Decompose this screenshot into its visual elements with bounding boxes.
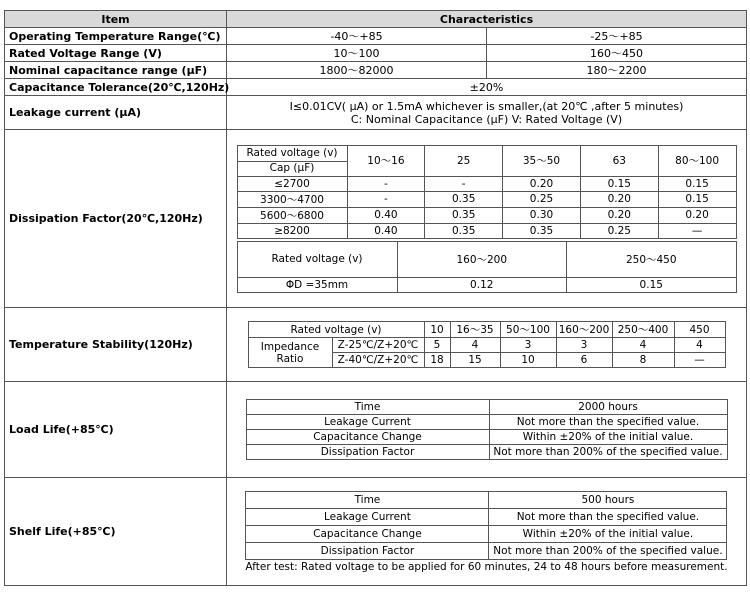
ts-value: 10 (500, 353, 556, 368)
ts-impedance-label: Impedance (260, 340, 320, 353)
df-hv-col: 250～450 (567, 241, 737, 277)
df-corner (237, 145, 347, 176)
df-hv-table (237, 241, 737, 293)
op-temp-high-voltage: -25～+85 (487, 28, 747, 45)
df-hv-header: Rated voltage (v) (237, 241, 397, 277)
shelf-life-key: Dissipation Factor (246, 542, 489, 559)
shelf-life-key: Leakage Current (246, 508, 489, 525)
load-life-table (246, 399, 728, 460)
ts-value: 5 (424, 338, 450, 353)
df-hv-header-row (237, 241, 736, 277)
ts-col-header: 16～35 (450, 322, 500, 338)
temp-stability-cell (227, 308, 747, 382)
load-life-cell (227, 382, 747, 478)
df-value: 0.35 (425, 207, 503, 223)
ts-col-header: 10 (424, 322, 450, 338)
ts-value: — (674, 353, 725, 368)
df-value: 0.35 (425, 223, 503, 238)
df-cell (227, 130, 747, 308)
df-hv-row (237, 277, 736, 292)
df-table (237, 145, 737, 239)
nominal-cap-label: Nominal capacitance range (μF) (5, 62, 227, 79)
spec-sheet (4, 10, 747, 586)
cap-tolerance-row (5, 79, 747, 96)
ts-header-row (248, 322, 725, 338)
df-data-row (237, 176, 736, 191)
header-row (5, 11, 747, 28)
df-value: 0.40 (347, 207, 425, 223)
load-life-value: Not more than 200% of the specified value. (489, 445, 727, 460)
ts-col-header: 50～100 (500, 322, 556, 338)
df-hv-col: 160～200 (397, 241, 567, 277)
df-col-header: 10～16 (347, 145, 425, 176)
df-value: 0.25 (503, 191, 581, 207)
leakage-formula: I≤0.01CV( μA) or 1.5mA whichever is smaller,(at 20℃ ,after 5 minutes) (289, 99, 684, 113)
temp-stability-table (248, 321, 726, 368)
ts-value: 18 (424, 353, 450, 368)
shelf-life-cell (227, 478, 747, 586)
rated-voltage-high: 160～450 (487, 45, 747, 62)
shelf-life-value: Within ±20% of the initial value. (489, 525, 727, 542)
item-header: Item (5, 11, 227, 28)
temp-stability-row (5, 308, 747, 382)
df-col-header: 80～100 (658, 145, 736, 176)
rated-voltage-low: 10～100 (227, 45, 487, 62)
load-life-item (246, 445, 727, 460)
leakage-label: Leakage current (μA) (5, 96, 227, 130)
df-value: — (658, 223, 736, 238)
shelf-life-key: Time (246, 491, 489, 508)
shelf-life-item (246, 508, 727, 525)
shelf-life-row (5, 478, 747, 586)
load-life-key: Capacitance Change (246, 430, 489, 445)
ts-value: 4 (450, 338, 500, 353)
df-value: 0.20 (503, 176, 581, 191)
df-value: - (347, 191, 425, 207)
rated-voltage-label: Rated Voltage Range (V) (5, 45, 227, 62)
df-hv-row-label: ΦD =35mm (237, 277, 397, 292)
df-label: Dissipation Factor(20℃,120Hz) (5, 130, 227, 308)
ts-value: 3 (556, 338, 612, 353)
nominal-cap-row (5, 62, 747, 79)
df-header-row (237, 145, 736, 176)
shelf-life-key: Capacitance Change (246, 525, 489, 542)
df-cap: ≥8200 (237, 223, 347, 238)
shelf-life-note: After test: Rated voltage to be applied for 60 minutes, 24 to 48 hours before measurement. (245, 560, 728, 573)
load-life-item (246, 400, 727, 415)
ts-ratio-label: Ratio (276, 352, 304, 365)
ts-value: 6 (556, 353, 612, 368)
df-col-header: 35～50 (503, 145, 581, 176)
df-value: 0.30 (503, 207, 581, 223)
df-col-header: 25 (425, 145, 503, 176)
df-value: 0.20 (580, 207, 658, 223)
df-corner-top: Rated voltage (v) (238, 147, 347, 162)
shelf-life-value: 500 hours (489, 491, 727, 508)
ts-row-label: Z-40℃/Z+20℃ (332, 353, 424, 368)
df-value: 0.25 (580, 223, 658, 238)
df-data-row (237, 207, 736, 223)
df-row (5, 130, 747, 308)
ts-value: 15 (450, 353, 500, 368)
shelf-life-value: Not more than 200% of the specified value. (489, 542, 727, 559)
load-life-key: Dissipation Factor (246, 445, 489, 460)
load-life-label: Load Life(+85℃) (5, 382, 227, 478)
load-life-item (246, 430, 727, 445)
cap-tolerance-value: ±20% (227, 79, 747, 96)
op-temp-row (5, 28, 747, 45)
ts-value: 3 (500, 338, 556, 353)
df-value: 0.15 (580, 176, 658, 191)
cap-tolerance-label: Capacitance Tolerance(20℃,120Hz) (5, 79, 227, 96)
df-cap: 5600～6800 (237, 207, 347, 223)
load-life-value: 2000 hours (489, 400, 727, 415)
nominal-cap-low: 1800～82000 (227, 62, 487, 79)
ts-col-header: 160～200 (556, 322, 612, 338)
shelf-life-label: Shelf Life(+85℃) (5, 478, 227, 586)
df-value: 0.15 (658, 191, 736, 207)
load-life-row (5, 382, 747, 478)
load-life-key: Leakage Current (246, 415, 489, 430)
df-hv-value: 0.12 (397, 277, 567, 292)
temp-stability-label: Temperature Stability(120Hz) (5, 308, 227, 382)
shelf-life-value: Not more than the specified value. (489, 508, 727, 525)
df-value: 0.40 (347, 223, 425, 238)
load-life-value: Within ±20% of the initial value. (489, 430, 727, 445)
shelf-life-table (245, 491, 727, 560)
ts-impedance-ratio (248, 338, 332, 368)
op-temp-label: Operating Temperature Range(℃) (5, 28, 227, 45)
spec-table (4, 10, 747, 586)
leakage-legend: C: Nominal Capacitance (μF) V: Rated Voltage (V) (350, 112, 623, 126)
load-life-item (246, 415, 727, 430)
load-life-value: Not more than the specified value. (489, 415, 727, 430)
df-data-row (237, 223, 736, 238)
ts-value: 4 (674, 338, 725, 353)
leakage-row (5, 96, 747, 130)
df-cap: ≤2700 (237, 176, 347, 191)
ts-header-label: Rated voltage (v) (248, 322, 424, 338)
df-hv-value: 0.15 (567, 277, 737, 292)
shelf-life-item (246, 542, 727, 559)
characteristics-header: Characteristics (227, 11, 747, 28)
df-col-header: 63 (580, 145, 658, 176)
df-value: - (425, 176, 503, 191)
df-data-row (237, 191, 736, 207)
load-life-key: Time (246, 400, 489, 415)
df-corner-bottom: Cap (μF) (269, 162, 315, 174)
df-value: 0.35 (503, 223, 581, 238)
op-temp-low-voltage: -40～+85 (227, 28, 487, 45)
df-value: 0.35 (425, 191, 503, 207)
df-value: - (347, 176, 425, 191)
df-value: 0.20 (658, 207, 736, 223)
ts-value: 8 (612, 353, 674, 368)
shelf-life-item (246, 491, 727, 508)
ts-col-header: 250～400 (612, 322, 674, 338)
shelf-life-item (246, 525, 727, 542)
nominal-cap-high: 180～2200 (487, 62, 747, 79)
ts-row-label: Z-25℃/Z+20℃ (332, 338, 424, 353)
df-cap: 3300～4700 (237, 191, 347, 207)
leakage-value (227, 96, 747, 130)
df-value: 0.20 (580, 191, 658, 207)
df-value: 0.15 (658, 176, 736, 191)
ts-value: 4 (612, 338, 674, 353)
rated-voltage-row (5, 45, 747, 62)
ts-col-header: 450 (674, 322, 725, 338)
ts-data-row (248, 338, 725, 353)
